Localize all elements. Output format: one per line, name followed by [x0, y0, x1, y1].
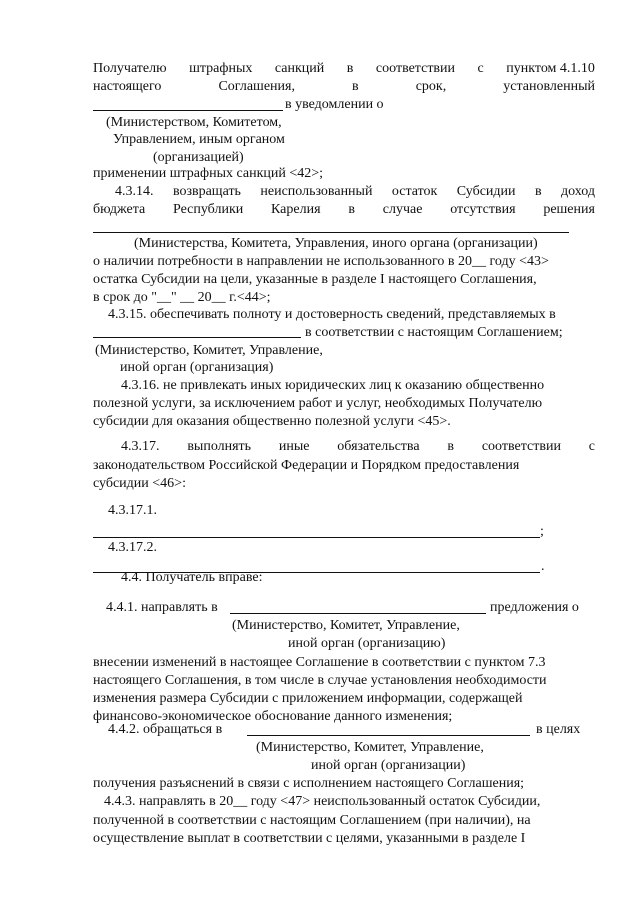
- word: случае: [382, 202, 423, 217]
- section-heading: 4.4. Получатель вправе:: [121, 570, 263, 585]
- word: установленный: [503, 79, 595, 94]
- paragraph-line: полезной услуги, за исключением работ и услуг, необходимых Получателю: [93, 396, 543, 411]
- word: Карелия: [271, 202, 321, 217]
- blank-caption: (Министерство, Комитет, Управление,: [256, 740, 484, 755]
- fill-in-blank: [230, 613, 486, 614]
- paragraph-line: осуществление выплат в соответствии с целями, указанными в разделе I: [93, 831, 526, 846]
- fill-in-blank: [247, 735, 530, 736]
- fill-in-blank: [93, 337, 301, 338]
- word: 4.3.17.: [121, 439, 160, 454]
- word: настоящего: [93, 79, 162, 94]
- word: с: [588, 439, 595, 454]
- blank-caption: Управлением, иным органом: [113, 132, 285, 147]
- blank-caption: (Министерства, Комитета, Управления, иного органа (организации): [134, 236, 538, 251]
- paragraph-line: [93, 200, 595, 219]
- paragraph-line: в соответствии с настоящим Соглашением;: [305, 325, 563, 340]
- word: с: [477, 61, 484, 76]
- paragraph-line: полученной в соответствии с настоящим Соглашением (при наличии), на: [93, 813, 531, 828]
- paragraph-line: остатка Субсидии на цели, указанные в разделе I настоящего Соглашения,: [93, 272, 537, 287]
- word: остаток: [391, 184, 438, 199]
- fill-in-blank: [93, 537, 540, 538]
- paragraph-line: предложения о: [490, 600, 579, 615]
- paragraph-line: субсидии для оказания общественно полезной услуги <45>.: [93, 414, 451, 429]
- paragraph-line: в целях: [536, 722, 581, 737]
- punctuation: ;: [540, 524, 544, 539]
- word: выполнять: [187, 439, 252, 454]
- word: 4.3.14.: [115, 184, 154, 199]
- word: возвращать: [172, 184, 241, 199]
- word: Республики: [173, 202, 244, 217]
- word: решения: [543, 202, 595, 217]
- word: Соглашения,: [218, 79, 295, 94]
- blank-caption: (Министерство, Комитет, Управление,: [95, 343, 323, 358]
- word: санкций: [274, 61, 325, 76]
- blank-caption: иной орган (организацию): [288, 636, 446, 651]
- paragraph-line: финансово-экономическое обоснование данного изменения;: [93, 709, 453, 724]
- blank-caption: (Министерством, Комитетом,: [106, 115, 282, 130]
- paragraph-line: настоящего Соглашения, в том числе в случае установления необходимости: [93, 673, 547, 688]
- paragraph-line: субсидии <46>:: [93, 476, 186, 491]
- word: в: [346, 61, 354, 76]
- word: Субсидии: [456, 184, 516, 199]
- paragraph-line: законодательством Российской Федерации и Порядком предоставления: [93, 458, 520, 473]
- word: иные: [278, 439, 310, 454]
- word: соответствии: [481, 439, 561, 454]
- paragraph-line: в срок до "__" __ 20__ г.<44>;: [93, 290, 271, 305]
- paragraph-line: применении штрафных санкций <42>;: [93, 166, 324, 181]
- word: обязательства: [337, 439, 420, 454]
- clause-4-4-3: 4.4.3. направлять в 20__ году <47> неиспользованный остаток Субсидии,: [104, 794, 541, 809]
- clause-4-4-1: 4.4.1. направлять в: [106, 600, 218, 615]
- blank-caption: иной орган (организации): [311, 758, 466, 773]
- paragraph-line: [93, 59, 595, 78]
- word: в: [447, 439, 455, 454]
- word: неиспользованный: [260, 184, 373, 199]
- word: в: [348, 202, 355, 217]
- punctuation: .: [541, 559, 545, 574]
- subclause-number: 4.3.17.1.: [108, 503, 157, 518]
- paragraph-line: получения разъяснений в связи с исполнением настоящего Соглашения;: [93, 776, 525, 791]
- paragraph-line: [93, 77, 595, 96]
- clause-4-3-14: [115, 182, 595, 201]
- paragraph-line: в уведомлении о: [285, 97, 384, 112]
- paragraph-line: изменения размера Субсидии с приложением информации, содержащей: [93, 691, 523, 706]
- word: отсутствия: [450, 202, 516, 217]
- clause-4-3-15: 4.3.15. обеспечивать полноту и достоверность сведений, представляемых в: [108, 307, 556, 322]
- paragraph-line: о наличии потребности в направлении не использованного в 20__ году <43>: [93, 254, 549, 269]
- subclause-number: 4.3.17.2.: [108, 540, 157, 555]
- fill-in-blank: [93, 232, 569, 233]
- blank-caption: иной орган (организация): [120, 360, 274, 375]
- fill-in-blank: [93, 110, 283, 111]
- blank-caption: (Министерство, Комитет, Управление,: [232, 618, 460, 633]
- word: в: [534, 184, 542, 199]
- word: Получателю: [93, 61, 167, 76]
- word: пунктом 4.1.10: [506, 61, 595, 76]
- word: доход: [561, 184, 595, 199]
- clause-4-4-2: 4.4.2. обращаться в: [108, 722, 223, 737]
- word: в: [352, 79, 359, 94]
- word: срок,: [415, 79, 447, 94]
- word: штрафных: [189, 61, 253, 76]
- paragraph-line: внесении изменений в настоящее Соглашение в соответствии с пунктом 7.3: [93, 655, 546, 670]
- blank-caption: (организацией): [153, 150, 244, 165]
- clause-4-3-17: [121, 437, 595, 456]
- word: бюджета: [93, 202, 146, 217]
- clause-4-3-16: 4.3.16. не привлекать иных юридических лиц к оказанию общественно: [121, 378, 545, 393]
- word: соответствии: [375, 61, 456, 76]
